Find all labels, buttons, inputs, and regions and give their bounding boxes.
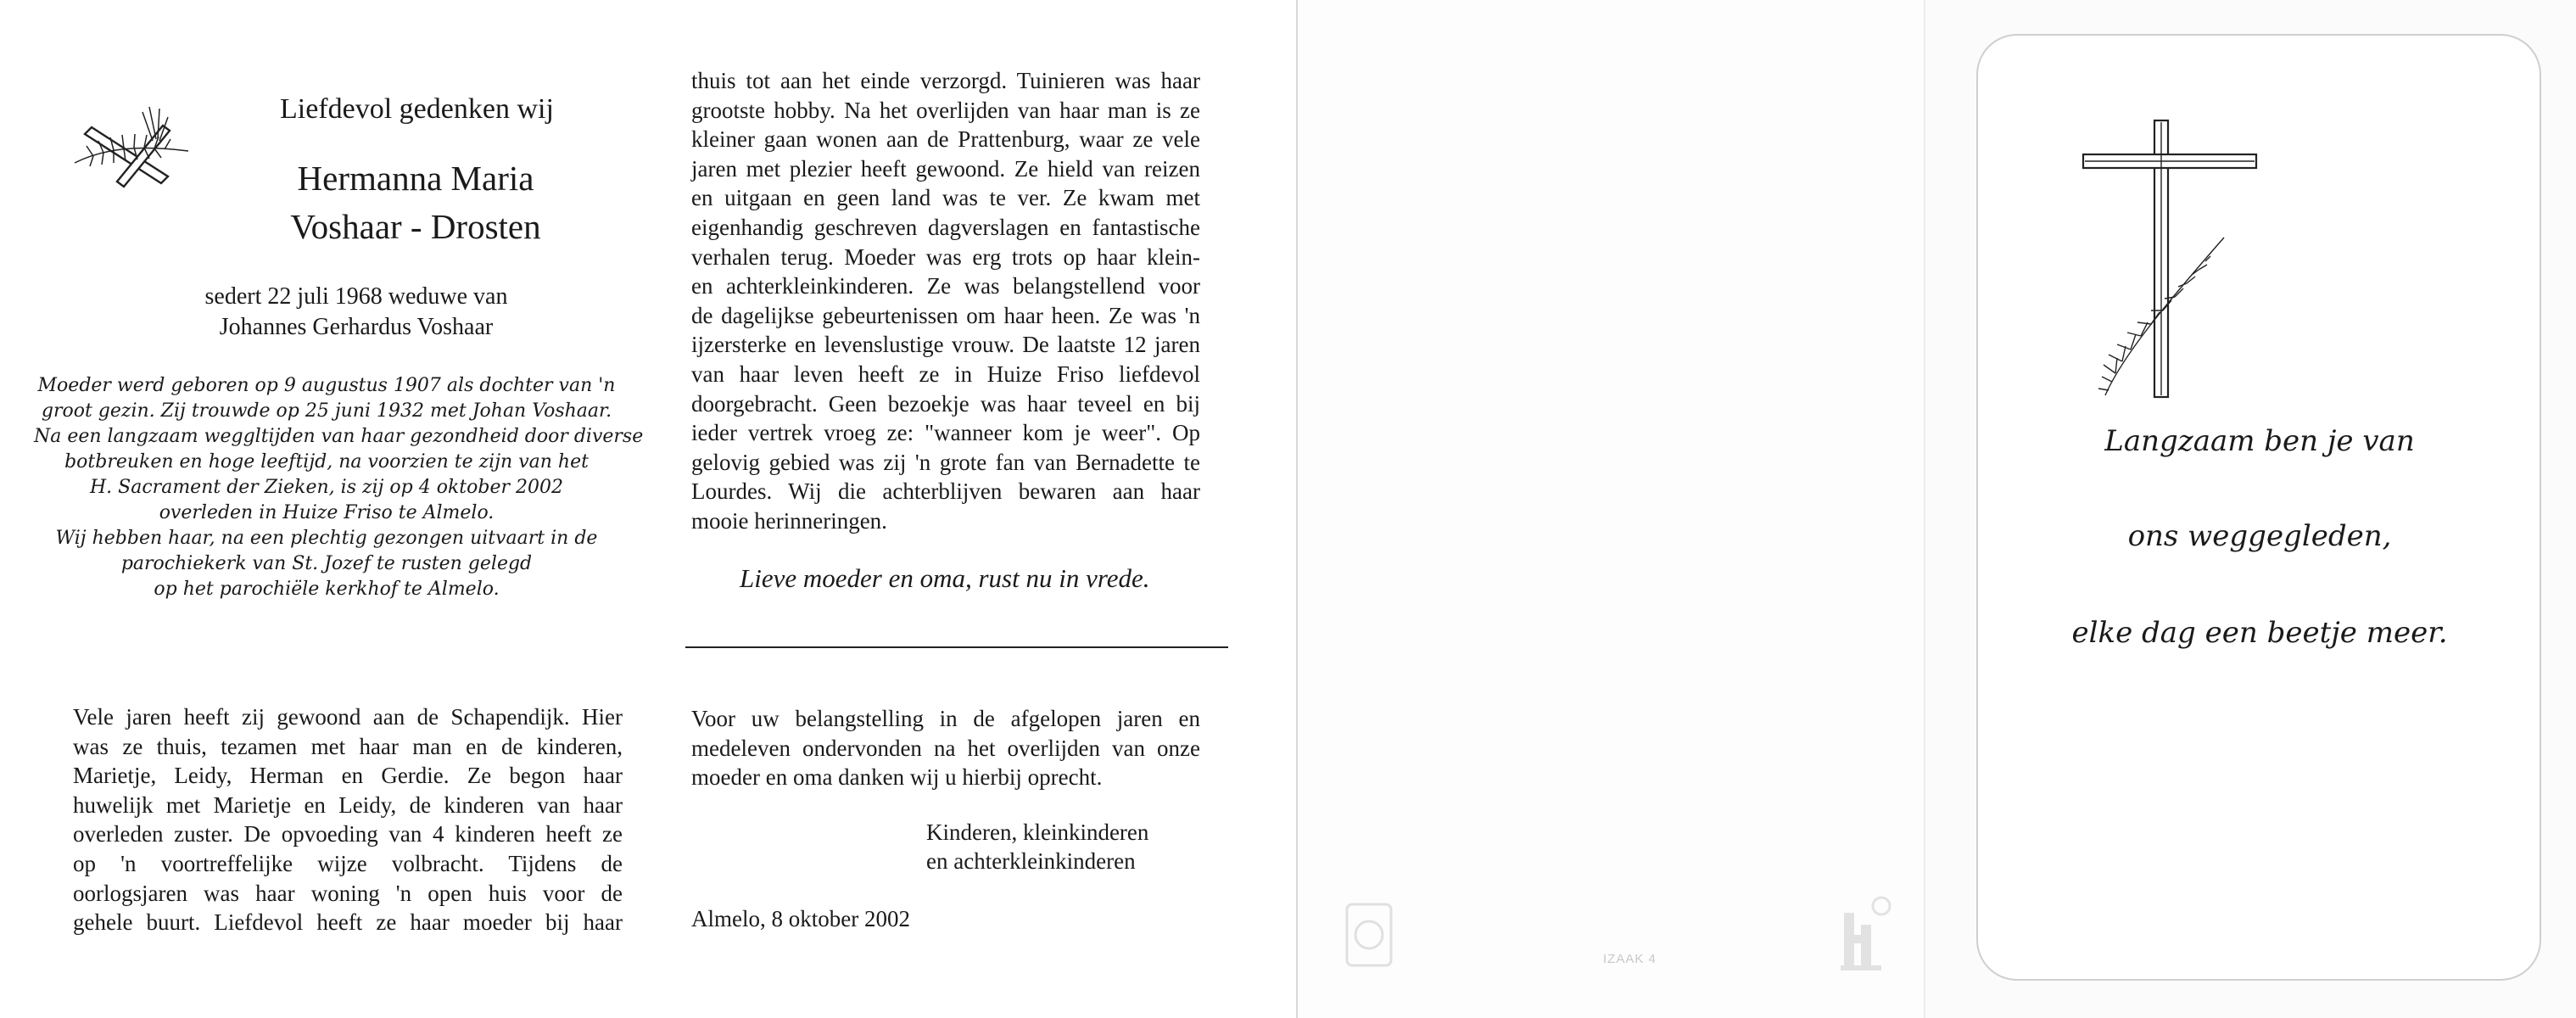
story-line: van haar leven heeft ze in Huize Friso liefdevol: [691, 361, 1200, 387]
story-line: grootste hobby. Na het overlijden van haar man is ze: [691, 97, 1200, 123]
bio-line: Wij hebben haar, na een plechtig gezongen uitvaart in de: [55, 528, 598, 549]
heading: Liefdevol gedenken wij: [280, 93, 554, 125]
back-panel: [1298, 0, 1925, 1018]
story-line: eigenhandig geschreven dagverslagen en fantastische: [691, 214, 1200, 240]
printer-logo-icon: [1837, 894, 1897, 972]
biography: [34, 373, 644, 602]
thanks-line: medeleven ondervonden na het overlijden van onze: [691, 735, 1200, 761]
verse-line2: ons weggegleden,: [2127, 519, 2392, 553]
story-line: gehele buurt. Liefdevol heeft ze haar moeder bij haar: [73, 909, 623, 936]
bio-line: H. Sacrament der Zieken, is zij op 4 oktober 2002: [90, 477, 563, 498]
thanks-line: Voor uw belangstelling in de afgelopen jaren en: [691, 706, 1200, 731]
bio-line: Na een langzaam weggltijden van haar gezondheid door diverse: [34, 426, 644, 447]
inner-left-panel: [0, 0, 653, 1018]
story-line: op 'n voortreffelijke wijze volbracht. Tijdens de: [73, 850, 623, 876]
story-line: en uitgaan en geen land was te ver. Ze kwam met: [691, 185, 1200, 211]
publisher-emblem-icon: [1345, 903, 1393, 967]
widow-line1: sedert 22 juli 1968 weduwe van: [204, 283, 508, 310]
small-cross-palm-icon: [68, 100, 195, 206]
deceased-name-line2: Voshaar - Drosten: [290, 207, 541, 246]
story-line: kleiner gaan wonen aan de Prattenburg, waar ze vele: [691, 126, 1200, 153]
thanks-line: moeder en oma danken wij u hierbij oprecht.: [691, 764, 1103, 791]
story-line: huwelijk met Marietje en Leidy, de kinderen van haar: [73, 791, 623, 818]
farewell-line: Lieve moeder en oma, rust nu in vrede.: [740, 563, 1150, 593]
thanks: [691, 704, 1200, 792]
verse-line1: Langzaam ben je van: [2104, 424, 2415, 458]
signature-line2: en achterkleinkinderen: [926, 848, 1136, 874]
story-part1: [73, 702, 623, 937]
signature-line1: Kinderen, kleinkinderen: [926, 819, 1149, 845]
widow-line2: Johannes Gerhardus Voshaar: [219, 314, 494, 340]
story-line: Lourdes. Wij die achterblijven bewaren aan haar: [691, 478, 1200, 505]
story-line: jaren met plezier heeft gewoond. Ze hield van reizen: [691, 155, 1200, 182]
divider: [685, 646, 1228, 648]
bio-line: parochiekerk van St. Jozef te rusten gelegd: [120, 553, 533, 574]
story-line: overleden zuster. De opvoeding van 4 kinderen heeft ze: [73, 821, 623, 847]
bio-line: overleden in Huize Friso te Almelo.: [159, 502, 495, 523]
story-line: ijzersterke en levenslustige vrouw. De laatste 12 jaren: [691, 332, 1200, 358]
story-line: thuis tot aan het einde verzorgd. Tuinieren was haar: [691, 68, 1200, 93]
story-line: doorgebracht. Geen bezoekje was haar teveel en bij: [691, 390, 1200, 417]
story-line: was ze thuis, tezamen met haar man en de kinderen,: [73, 733, 623, 759]
deceased-name-line1: Hermanna Maria: [297, 159, 534, 198]
story-line: mooie herinneringen.: [691, 507, 887, 534]
story-line: gelovig gebied was zij 'n grote fan van Bernadette te: [691, 449, 1200, 475]
bio-line: op het parochiële kerkhof te Almelo.: [154, 579, 500, 600]
inner-right-panel: [653, 0, 1298, 1018]
design-code: IZAAK 4: [1603, 952, 1657, 966]
story-line: Vele jaren heeft zij gewoond aan de Schapendijk. Hier: [73, 704, 623, 730]
place-date: Almelo, 8 oktober 2002: [691, 906, 910, 931]
story-line: verhalen terug. Moeder was erg trots op haar klein-: [691, 243, 1200, 270]
story-line: ieder vertrek vroeg ze: "wanneer kom je weer". Op: [691, 420, 1200, 446]
story-line: oorlogsjaren was haar woning 'n open huis voor de: [73, 880, 623, 906]
bio-line: Moeder werd geboren op 9 augustus 1907 als dochter van 'n: [37, 375, 616, 396]
bio-line: botbreuken en hoge leeftijd, na voorzien te zijn van het: [64, 451, 589, 473]
bio-line: groot gezin. Zij trouwde op 25 juni 1932 met Johan Voshaar.: [41, 400, 612, 422]
verse-line3: elke dag een beetje meer.: [2071, 616, 2448, 650]
cross-palm-icon: [2071, 110, 2258, 450]
story-line: en achterkleinkinderen. Ze was belangstellend voor: [691, 273, 1200, 299]
cover-card: [1976, 34, 2541, 981]
story-part2: [691, 66, 1200, 536]
story-line: Marietje, Leidy, Herman en Gerdie. Ze begon haar: [73, 763, 623, 789]
story-line: de dagelijkse gebeurtenissen om haar heen. Ze was 'n: [691, 302, 1200, 328]
